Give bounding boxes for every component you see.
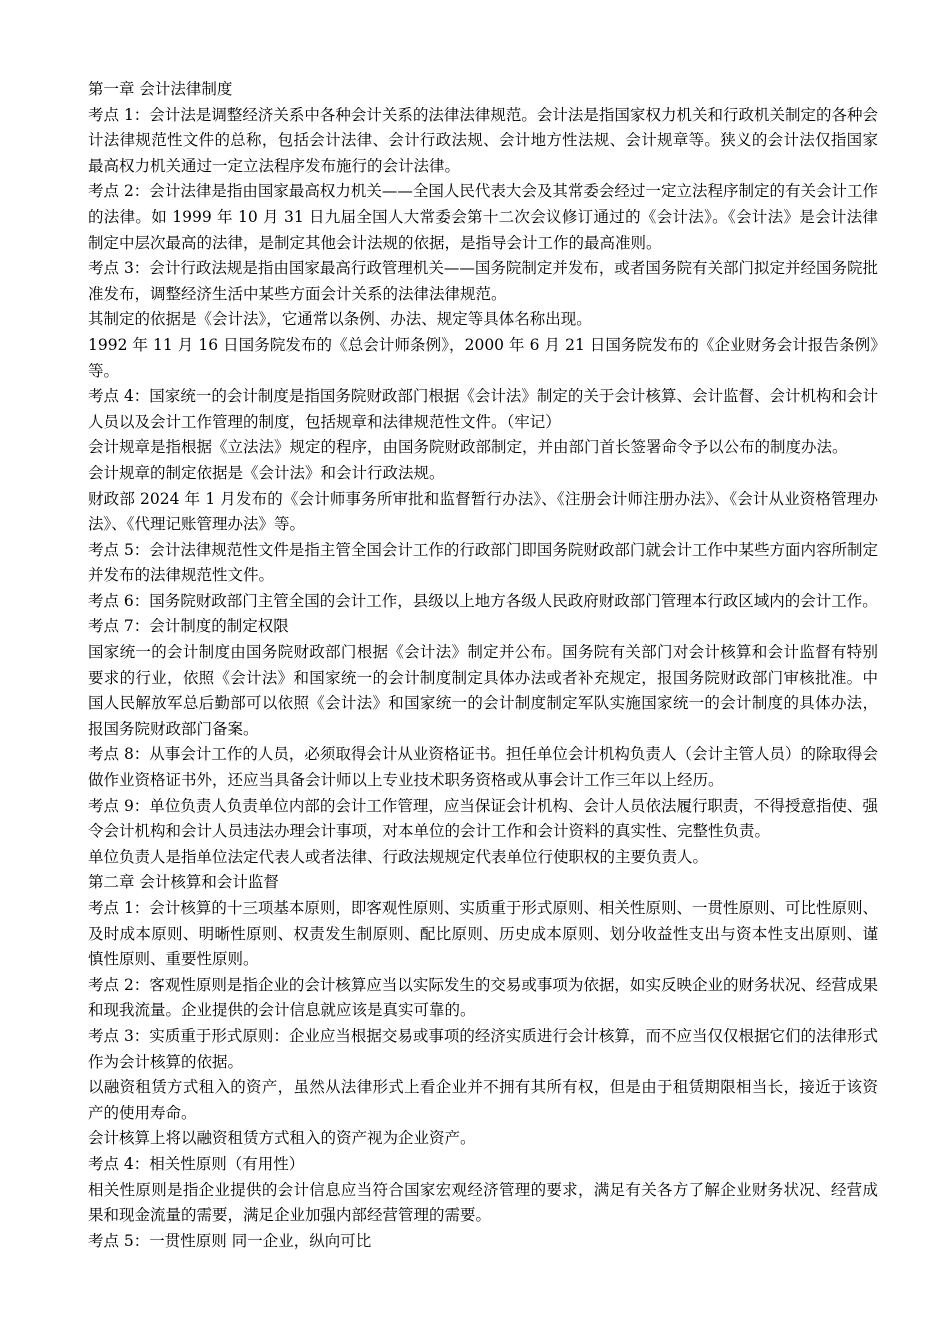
paragraph-ch2-point-2: 考点 2：客观性原则是指企业的会计核算应当以实际发生的交易或事项为依据，如实反映企业的财务状况、经营成果和现我流量。企业提供的会计信息就应该是真实可靠的。	[88, 975, 878, 1020]
chapter-1-heading: 第一章 会计法律制度	[88, 80, 233, 98]
paragraph: 以融资租赁方式租入的资产，虽然从法律形式上看企业并不拥有其所有权，但是由于租赁期限相当长，接近于该资产的使用寿命。	[88, 1078, 878, 1122]
paragraph-point-6: 考点 6：国务院财政部门主管全国的会计工作，县级以上地方各级人民政府财政部门管理本行政区域内的会计工作。	[88, 591, 878, 610]
paragraph: 1992 年 11 月 16 日国务院发布的《总会计师条例》，2000 年 6 月 21 日国务院发布的《企业财务会计报告条例》等。	[88, 335, 878, 380]
paragraph: 单位负责人是指单位法定代表人或者法律、行政法规规定代表单位行使职权的主要负责人。	[88, 847, 709, 866]
paragraph: 会计核算上将以融资租赁方式租入的资产视为企业资产。	[88, 1129, 476, 1148]
paragraph-point-1: 考点 1：会计法是调整经济关系中各种会计关系的法律法律规范。会计法是指国家权力机关和行政机关制定的各种会计法律规范性文件的总称，包括会计法律、会计行政法规、会计地方性法规、会计规章等。狭义的会计法仅指国家最高权力机关通过一定立法程序发布施行的会计法律。	[88, 105, 878, 175]
chapter-2-heading: 第二章 会计核算和会计监督	[88, 873, 279, 892]
paragraph-ch2-point-5: 考点 5：一贯性原则 同一企业，纵向可比	[88, 1231, 372, 1250]
paragraph-point-9: 考点 9：单位负责人负责单位内部的会计工作管理，应当保证会计机构、会计人员依法履行职责，不得授意指使、强令会计机构和会计人员违法办理会计事项，对本单位的会计工作和会计资料的真实性、完整性负责。	[88, 796, 878, 841]
paragraph: 国家统一的会计制度由国务院财政部门根据《会计法》制定并公布。国务院有关部门对会计核算和会计监督有特别要求的行业，依照《会计法》和国家统一的会计制度制定具体办法或者补充规定，报国务院财政部门审核批准。中国人民解放军总后勤部可以依照《会计法》和国家统一的会计制度制定军队实施国家统一的会计制度的具体办法，报国务院财政部门备案。	[88, 643, 878, 738]
paragraph-point-2: 考点 2：会计法律是指由国家最高权力机关——全国人民代表大会及其常委会经过一定立法程序制定的有关会计工作的法律。如 1999 年 10 月 31 日九届全国人大常委会第十二次会议修订通过的《会计法》。《会计法》是会计法律制定中层次最高的法律，是制定其他会计法规的依据，是指导会计工作的最高准则。	[88, 182, 878, 252]
paragraph-ch2-point-1: 考点 1：会计核算的十三项基本原则，即客观性原则、实质重于形式原则、相关性原则、一贯性原则、可比性原则、及时成本原则、明晰性原则、权责发生制原则、配比原则、历史成本原则、划分收益性支出与资本性支出原则、谨慎性原则、重要性原则。	[88, 899, 878, 969]
document-body	[88, 77, 878, 1254]
paragraph-ch2-point-3: 考点 3：实质重于形式原则：企业应当根据交易或事项的经济实质进行会计核算，而不应当仅仅根据它们的法律形式作为会计核算的依据。	[88, 1026, 878, 1071]
paragraph: 其制定的依据是《会计法》，它通常以条例、办法、规定等具体名称出现。	[88, 310, 592, 329]
paragraph: 财政部 2024 年 1 月发布的《会计师事务所审批和监督暂行办法》、《注册会计师注册办法》、《会计从业资格管理办法》、《代理记账管理办法》等。	[88, 489, 878, 534]
paragraph-point-4: 考点 4：国家统一的会计制度是指国务院财政部门根据《会计法》制定的关于会计核算、会计监督、会计机构和会计人员以及会计工作管理的制度，包括规章和法律规范性文件。（牢记）	[88, 387, 878, 431]
paragraph-point-7: 考点 7：会计制度的制定权限	[88, 617, 289, 636]
paragraph: 会计规章的制定依据是《会计法》和会计行政法规。	[88, 463, 445, 482]
paragraph-ch2-point-4: 考点 4：相关性原则（有用性）	[88, 1154, 305, 1173]
paragraph-point-5: 考点 5：会计法律规范性文件是指主管全国会计工作的行政部门即国务院财政部门就会计工作中某些方面内容所制定并发布的法律规范性文件。	[88, 540, 878, 585]
paragraph-point-8: 考点 8：从事会计工作的人员，必须取得会计从业资格证书。担任单位会计机构负责人（会计主管人员）的除取得会做作业资格证书外，还应当具备会计师以上专业技术职务资格或从事会计工作三年以上经历。	[88, 745, 878, 790]
paragraph: 相关性原则是指企业提供的会计信息应当符合国家宏观经济管理的要求，满足有关各方了解企业财务状况、经营成果和现金流量的需要，满足企业加强内部经营管理的需要。	[88, 1180, 878, 1225]
paragraph-point-3: 考点 3：会计行政法规是指由国家最高行政管理机关——国务院制定并发布，或者国务院有关部门拟定并经国务院批准发布，调整经济生活中某些方面会计关系的法律法律规范。	[88, 259, 878, 303]
paragraph: 会计规章是指根据《立法法》规定的程序，由国务院财政部制定，并由部门首长签署命令予以公布的制度办法。	[88, 438, 848, 457]
